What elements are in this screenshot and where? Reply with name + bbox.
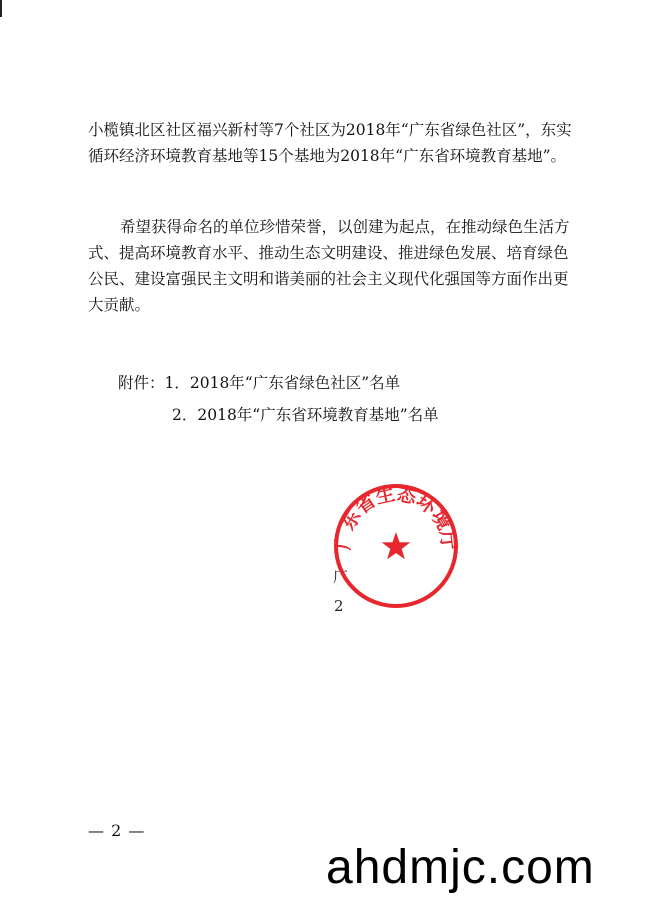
signature-fragment-bottom: 2 [334,597,344,615]
official-seal [332,482,460,610]
seal-text: 广东省生态环境厅 [332,482,460,552]
body-paragraph-1: 小榄镇北区社区福兴新村等7个社区为2018年“广东省绿色社区”，东实循环经济环境教育基地等15个基地为2018年“广东省环境教育基地”。 [88,121,572,165]
attachment-line-1: 附件：1．2018年“广东省绿色社区”名单 [118,374,401,392]
watermark-text: ahdmjc.com [326,841,595,894]
signature-bar [0,0,2,17]
page-number: — 2 — [88,821,146,840]
body-paragraph-2: 希望获得命名的单位珍惜荣誉，以创建为起点，在推动绿色生活方式、提高环境教育水平、推动生态文明建设、推进绿色发展、培育绿色公民、建设富强民主文明和谐美丽的社会主义现代化强国等方面作出更大贡献。 [88,218,570,314]
signature-fragment-top: 厂 [333,568,349,586]
attachment-line-2: 2．2018年“广东省环境教育基地”名单 [172,406,439,424]
seal-star-icon [382,532,411,559]
